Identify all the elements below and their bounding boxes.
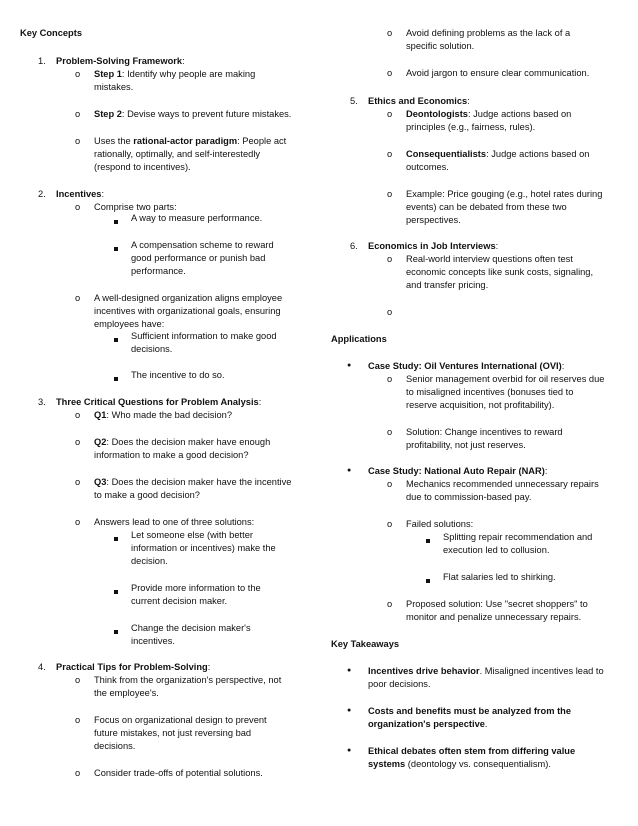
list-item: Comprise two parts: bbox=[94, 202, 177, 212]
list-item: Splitting repair recommendation and bbox=[443, 532, 593, 542]
list-item-cont: to misaligned incentives (bonuses tied to bbox=[406, 387, 574, 397]
square-bullet bbox=[426, 534, 430, 547]
circle-marker: o bbox=[75, 517, 81, 527]
list-item-cont: the employee's. bbox=[94, 688, 159, 698]
circle-marker: o bbox=[387, 149, 393, 159]
list-item-cont: future mistakes, not just reversing bad bbox=[94, 728, 252, 738]
circle-marker: o bbox=[387, 374, 393, 384]
list-item: Proposed solution: Use "secret shoppers" to bbox=[406, 599, 588, 609]
list-item-cont: decisions. bbox=[94, 741, 136, 751]
list-item-cont: information or incentives) make the bbox=[131, 543, 276, 553]
list-item-cont: information to make a good decision? bbox=[94, 450, 249, 460]
square-bullet bbox=[114, 625, 118, 638]
bullet-marker: ● bbox=[347, 747, 352, 754]
list-item-cont: events) can be debated from these two bbox=[406, 202, 567, 212]
case-study-title: Case Study: Oil Ventures International (OVI): bbox=[368, 361, 565, 371]
list-item: Provide more information to the bbox=[131, 583, 261, 593]
circle-marker: o bbox=[387, 254, 393, 264]
list-item-cont: monitor and penalize unnecessary repairs. bbox=[406, 612, 582, 622]
list-item-cont: decisions. bbox=[131, 344, 173, 354]
list-number: 6. bbox=[350, 241, 358, 251]
list-item: Focus on organizational design to prevent bbox=[94, 715, 267, 725]
list-item: Step 2: Devise ways to prevent future mistakes. bbox=[94, 109, 292, 119]
circle-marker: o bbox=[387, 109, 393, 119]
list-item-cont: and transfer pricing. bbox=[406, 280, 489, 290]
bullet-marker: ● bbox=[347, 362, 352, 369]
list-item-cont: rationally, optimally, and self-interestedly bbox=[94, 149, 261, 159]
list-item: Deontologists: Judge actions based on bbox=[406, 109, 572, 119]
square-bullet bbox=[114, 242, 118, 255]
section-title: Three Critical Questions for Problem Analysis: bbox=[56, 397, 262, 407]
circle-marker: o bbox=[387, 307, 393, 317]
section-title: Problem-Solving Framework: bbox=[56, 56, 185, 66]
list-item: Real-world interview questions often test bbox=[406, 254, 573, 264]
heading-key-takeaways: Key Takeaways bbox=[331, 639, 400, 649]
circle-marker: o bbox=[75, 69, 81, 79]
list-item: Example: Price gouging (e.g., hotel rates during bbox=[406, 189, 603, 199]
circle-marker: o bbox=[75, 437, 81, 447]
circle-marker: o bbox=[387, 599, 393, 609]
list-item-cont: decision. bbox=[131, 556, 168, 566]
circle-marker: o bbox=[75, 675, 81, 685]
takeaway-item-cont: systems (deontology vs. consequentialism). bbox=[368, 759, 551, 769]
list-item-cont: current decision maker. bbox=[131, 596, 228, 606]
circle-marker: o bbox=[75, 477, 81, 487]
takeaway-item: Ethical debates often stem from differing value bbox=[368, 746, 576, 756]
heading-key-concepts: Key Concepts bbox=[20, 28, 82, 38]
square-bullet bbox=[114, 372, 118, 385]
list-item-cont: profitability, not just reserves. bbox=[406, 440, 526, 450]
list-item: Mechanics recommended unnecessary repairs bbox=[406, 479, 599, 489]
list-item: Failed solutions: bbox=[406, 519, 474, 529]
section-title: Economics in Job Interviews: bbox=[368, 241, 499, 251]
list-item: Consider trade-offs of potential solutions. bbox=[94, 768, 263, 778]
list-item: Think from the organization's perspective, not bbox=[94, 675, 282, 685]
circle-marker: o bbox=[387, 68, 393, 78]
list-item-cont: principles (e.g., fairness, rules). bbox=[406, 122, 536, 132]
takeaway-item-cont: poor decisions. bbox=[368, 679, 431, 689]
list-item-cont: reserve acquisition, not profitability). bbox=[406, 400, 555, 410]
section-title: Ethics and Economics: bbox=[368, 96, 470, 106]
circle-marker: o bbox=[387, 427, 393, 437]
list-item: Step 1: Identify why people are making bbox=[94, 69, 256, 79]
list-item: Q3: Does the decision maker have the incentive bbox=[94, 477, 292, 487]
list-item: A well-designed organization aligns employee bbox=[94, 293, 283, 303]
section-title: Practical Tips for Problem-Solving: bbox=[56, 662, 211, 672]
circle-marker: o bbox=[75, 768, 81, 778]
circle-marker: o bbox=[75, 136, 81, 146]
circle-marker: o bbox=[387, 189, 393, 199]
list-item-cont: specific solution. bbox=[406, 41, 475, 51]
square-bullet bbox=[426, 574, 430, 587]
list-item-cont: to make a good decision? bbox=[94, 490, 200, 500]
list-item: Consequentialists: Judge actions based on bbox=[406, 149, 590, 159]
list-item: Avoid defining problems as the lack of a bbox=[406, 28, 571, 38]
list-item-cont: outcomes. bbox=[406, 162, 449, 172]
list-item-cont: good performance or punish bad bbox=[131, 253, 266, 263]
square-bullet bbox=[114, 532, 118, 545]
bullet-marker: ● bbox=[347, 467, 352, 474]
bullet-marker: ● bbox=[347, 667, 352, 674]
list-item: A way to measure performance. bbox=[131, 213, 263, 223]
circle-marker: o bbox=[387, 519, 393, 529]
list-item: Sufficient information to make good bbox=[131, 331, 277, 341]
takeaway-item-cont: organization's perspective. bbox=[368, 719, 488, 729]
case-study-title: Case Study: National Auto Repair (NAR): bbox=[368, 466, 548, 476]
circle-marker: o bbox=[75, 715, 81, 725]
list-item-cont: due to commission-based pay. bbox=[406, 492, 532, 502]
list-item: Q1: Who made the bad decision? bbox=[94, 410, 232, 420]
circle-marker: o bbox=[75, 293, 81, 303]
list-number: 3. bbox=[38, 397, 46, 407]
list-item-cont: performance. bbox=[131, 266, 186, 276]
takeaway-item: Incentives drive behavior. Misaligned incentives lead to bbox=[368, 666, 604, 676]
square-bullet bbox=[114, 215, 118, 228]
circle-marker: o bbox=[75, 109, 81, 119]
circle-marker: o bbox=[75, 410, 81, 420]
list-item-cont: economic concepts like sunk costs, signaling, bbox=[406, 267, 594, 277]
list-number: 4. bbox=[38, 662, 46, 672]
list-item: A compensation scheme to reward bbox=[131, 240, 274, 250]
square-bullet bbox=[114, 333, 118, 346]
circle-marker: o bbox=[387, 28, 393, 38]
square-bullet bbox=[114, 585, 118, 598]
list-item: Q2: Does the decision maker have enough bbox=[94, 437, 271, 447]
list-item: Flat salaries led to shirking. bbox=[443, 572, 556, 582]
circle-marker: o bbox=[75, 202, 81, 212]
list-item: Senior management overbid for oil reserves due bbox=[406, 374, 605, 384]
takeaway-item: Costs and benefits must be analyzed from the bbox=[368, 706, 572, 716]
list-item: Uses the rational-actor paradigm: People act bbox=[94, 136, 287, 146]
heading-applications: Applications bbox=[331, 334, 387, 344]
list-number: 2. bbox=[38, 189, 46, 199]
list-item-cont: execution led to collusion. bbox=[443, 545, 550, 555]
list-item: Answers lead to one of three solutions: bbox=[94, 517, 255, 527]
list-item: Solution: Change incentives to reward bbox=[406, 427, 563, 437]
list-item: Avoid jargon to ensure clear communication. bbox=[406, 68, 590, 78]
list-item-cont: perspectives. bbox=[406, 215, 461, 225]
list-item-cont: mistakes. bbox=[94, 82, 134, 92]
section-title: Incentives: bbox=[56, 189, 105, 199]
list-number: 5. bbox=[350, 96, 358, 106]
list-item-cont: employees have: bbox=[94, 319, 165, 329]
list-item: Change the decision maker's bbox=[131, 623, 251, 633]
list-item-cont: incentives with organizational goals, ensuring bbox=[94, 306, 281, 316]
list-item: The incentive to do so. bbox=[131, 370, 225, 380]
bullet-marker: ● bbox=[347, 707, 352, 714]
list-item-cont: (respond to incentives). bbox=[94, 162, 191, 172]
list-item: Let someone else (with better bbox=[131, 530, 253, 540]
list-item-cont: incentives. bbox=[131, 636, 175, 646]
circle-marker: o bbox=[387, 479, 393, 489]
list-number: 1. bbox=[38, 56, 46, 66]
